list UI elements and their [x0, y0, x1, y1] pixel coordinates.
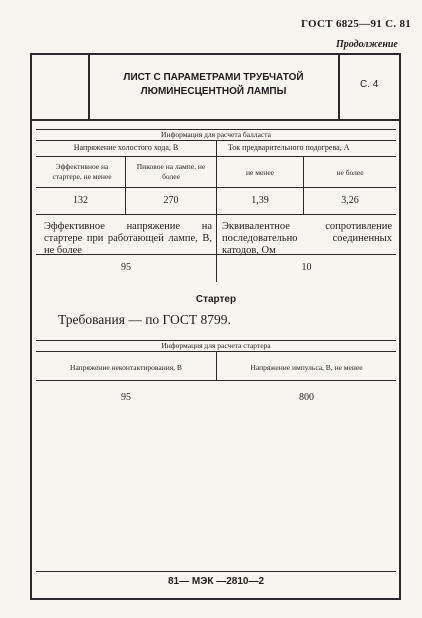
- open-circuit-voltage-header: Напряжение холостого хода, В: [73, 143, 179, 152]
- footer-rule: [36, 571, 396, 572]
- title-block: [90, 71, 337, 99]
- val-min: 1,39: [251, 195, 269, 206]
- effective-voltage-label: Эффективное напряжение на стартере при работающей лампе, В, не более: [44, 221, 212, 256]
- col-peak-header: Пиковое на лампе, не более: [136, 162, 206, 181]
- starter-values-rule: [36, 380, 396, 381]
- val-pulse: 800: [299, 392, 314, 403]
- col-max-header: не более: [336, 168, 364, 177]
- starter-section-title: Информация для расчета стартера: [161, 341, 271, 350]
- page-header-gost: ГОСТ 6825—91 С. 81: [301, 18, 412, 30]
- val-max: 3,26: [341, 195, 359, 206]
- sheet-page-number: С. 4: [360, 79, 379, 90]
- ballast-second-block-rule: [36, 214, 396, 215]
- starter-requirements: Требования — по ГОСТ 8799.: [58, 312, 231, 327]
- ballast-last-values-rule: [36, 254, 396, 255]
- title-bottom-rule: [30, 119, 401, 121]
- col-effective-header: Эффективное на стартере, не менее: [52, 162, 112, 181]
- val-effective-voltage: 95: [121, 262, 131, 273]
- continuation-label: Продолжение: [336, 39, 398, 50]
- ballast-values-rule: [36, 187, 396, 188]
- equivalent-resistance-label: Эквивалентное сопротивление последовательно соединенных катодов, Ом: [222, 221, 392, 256]
- val-non-contact: 95: [121, 392, 131, 403]
- title-divider-right: [338, 53, 340, 120]
- ballast-center-divider: [216, 140, 217, 282]
- title-line-2: ЛЮМИНЕСЦЕНТНОЙ ЛАМПЫ: [140, 86, 287, 97]
- ballast-subheader-rule: [36, 156, 396, 157]
- starter-heading: Стартер: [195, 294, 237, 305]
- val-effective: 132: [73, 195, 88, 206]
- title-line-1: ЛИСТ С ПАРАМЕТРАМИ ТРУБЧАТОЙ: [123, 72, 304, 83]
- val-peak: 270: [163, 195, 179, 206]
- footer-code: 81— МЭК —2810—2: [167, 576, 265, 587]
- col-min-header: не менее: [246, 168, 274, 177]
- val-equivalent-resistance: 10: [301, 262, 312, 273]
- col-pulse-header: Напряжение импульса, В, не менее: [250, 363, 363, 372]
- ballast-section-title: Информация для расчета балласта: [161, 130, 271, 139]
- preheat-current-header: Ток предварительного подогрева, А: [228, 143, 350, 152]
- col-non-contact-header: Напряжение неконтактирования, В: [70, 363, 182, 372]
